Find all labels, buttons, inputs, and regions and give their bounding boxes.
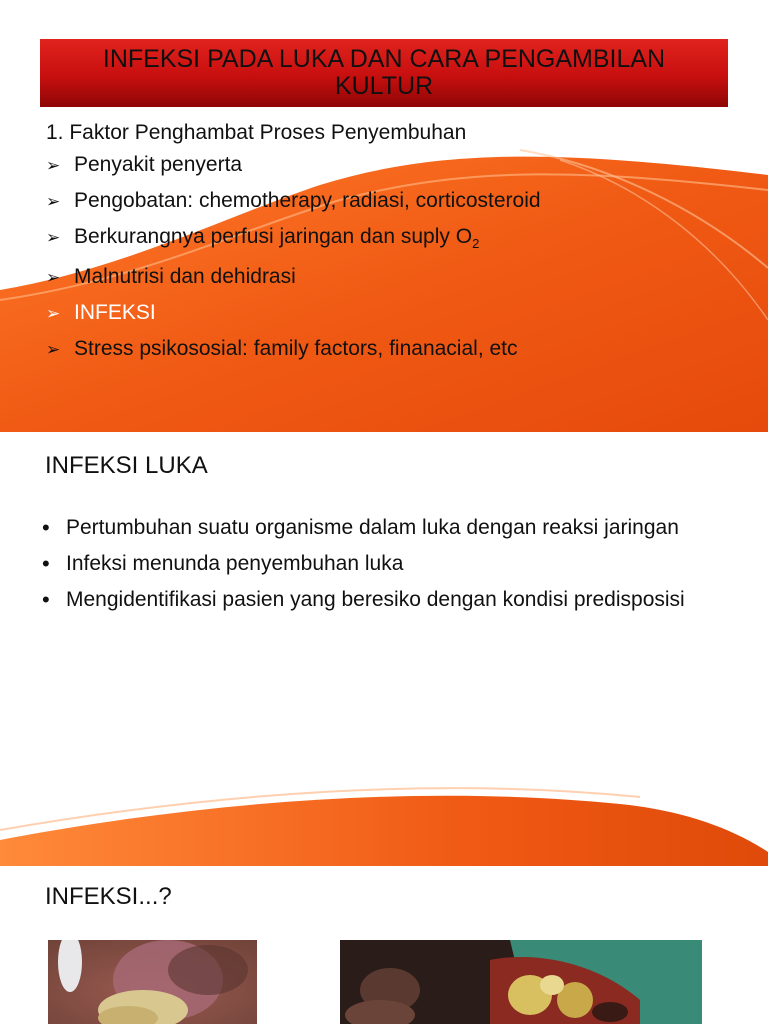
slide-3 [0,866,768,1024]
section-heading: INFEKSI LUKA [45,452,208,479]
list-item [46,225,541,265]
bullet-list [42,512,742,620]
list-item [42,512,742,543]
list-item [46,153,541,189]
slide-2 [0,432,768,866]
list-item-text [74,225,479,249]
list-item [46,265,541,301]
list-item [42,548,742,579]
arrow-bullet-icon: ➢ [46,340,61,359]
list-item [46,337,541,373]
bullet-icon: • [42,551,50,576]
bullet-icon: • [42,587,50,612]
arrow-bullet-icon: ➢ [46,268,61,287]
arrow-bullet-icon: ➢ [46,304,61,323]
list-heading-text: 1. Faktor Penghambat Proses Penyembuhan [46,121,467,144]
bullet-icon: • [42,515,50,540]
list-item [42,584,742,615]
orange-swoosh-decoration [0,432,768,866]
list-item [46,189,541,225]
list-item-text: INFEKSI [74,301,156,324]
arrow-bullet-icon: ➢ [46,228,61,247]
section-heading: INFEKSI...? [45,883,172,910]
slide-title: INFEKSI PADA LUKA DAN CARA PENGAMBILAN KULTUR [102,45,666,100]
list-item-text: Infeksi menunda penyembuhan luka [66,552,404,575]
list-item-text: Penyakit penyerta [74,153,243,176]
factor-list [46,121,541,373]
list-item-text: Pertumbuhan suatu organisme dalam luka dengan reaksi jaringan [66,516,679,539]
arrow-bullet-icon: ➢ [46,192,61,211]
list-item-text: Malnutrisi dan dehidrasi [74,265,296,288]
list-item-highlight [46,301,541,337]
list-item-text: Pengobatan: chemotherapy, radiasi, corticosteroid [74,189,541,212]
list-item-text: Stress psikososial: family factors, finanacial, etc [74,337,518,360]
list-item-text: Mengidentifikasi pasien yang beresiko dengan kondisi predisposisi [66,588,685,611]
title-bar [40,39,728,107]
wound-photo-left [48,940,257,1024]
wound-photo-right [340,940,702,1024]
list-heading [46,121,541,153]
arrow-bullet-icon: ➢ [46,156,61,175]
list-item-text-main: Berkurangnya perfusi jaringan dan suply O [74,225,473,248]
subscript: 2 [472,236,480,251]
slide-1 [0,0,768,432]
